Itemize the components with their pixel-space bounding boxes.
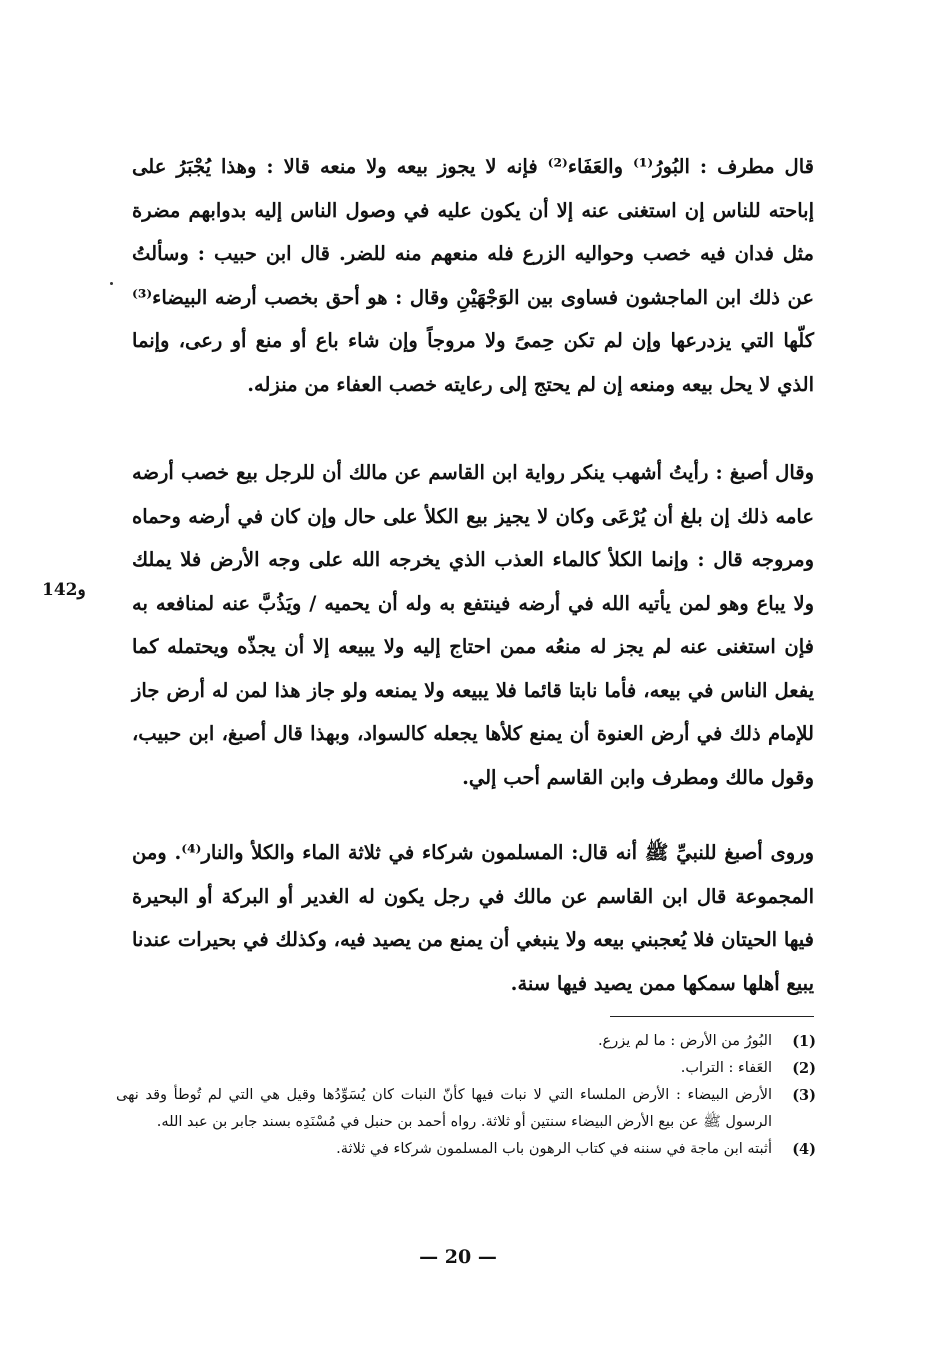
footnote-number: (1) <box>792 1033 816 1050</box>
footnotes <box>116 1028 816 1163</box>
footnote-text: البُورُ من الأرض : ما لم يزرع. <box>597 1033 772 1049</box>
footnote-3 <box>116 1082 816 1136</box>
footnote-number: (4) <box>792 1141 816 1158</box>
footnote-number: (2) <box>792 1060 816 1077</box>
paragraph-3: وروى أصبغ للنبيِّ ﷺ أنه قال: المسلمون شركاء في ثلاثة الماء والكلأ والنار⁽⁴⁾. ومن المجموعة قال ابن القاسم عن مالك في رجل يكون له الغدير أو البركة أو البحيرة فيها الحيتان فلا يُعجبني بيعه ولا ينبغي أن يمنع من يصيد فيه، وكذلك في بحيرات عندنا يبيع أهلها سمكها ممن يصيد فيها سنة. <box>132 841 814 995</box>
footnote-4 <box>116 1136 816 1163</box>
footnote-text: أثبته ابن ماجة في سننه في كتاب الرهون باب المسلمون شركاء في ثلاثة. <box>336 1141 772 1157</box>
footnote-text: الأرض البيضاء : الأرض الملساء التي لا نبات فيها كأنّ النبات كان يُسَوِّدُها وقيل هي التي لم تُوطأ وقد نهى الرسول ﷺ عن بيع الأرض البيضاء سنتين أو ثلاثة. رواه أحمد بن حنبل في مُسْنَدِه بسند جابر بن عبد الله. <box>116 1087 772 1130</box>
footnote-number: (3) <box>792 1087 816 1104</box>
folio-margin-note: 142و <box>42 580 86 600</box>
footnote-text: العَفاء : التراب. <box>680 1060 772 1076</box>
footnote-1 <box>116 1028 816 1055</box>
footnote-2 <box>116 1055 816 1082</box>
footnote-separator <box>610 1016 814 1017</box>
ink-speck <box>110 282 113 285</box>
paragraph-2: وقال أصبغ : رأيتُ أشهب ينكر رواية ابن القاسم عن مالك أن للرجل بيع خصب أرضه عامه ذلك إن بلغ أن يُرْعَى وكان لا يجيز بيع الكلأ على حال وإن كان في أرضه وحماه ومروجه قال : وإنما الكلأ كالماء العذب الذي يخرجه الله على وجه الأرض فلا يملك ولا يباع وهو لمن يأتيه الله في أرضه فينتفع به وله أن يحميه / ويَذُبَّ عنه لمنافعه به فإن استغنى عنه لم يجز له منعُه ممن احتاج إليه ولا يبيعه إلا أن يجذّه ويحتمله كما يفعل الناس في بيعه، فأما نابتا قائما فلا يبيعه ولا يمنعه ولو جاز هذا لمن له أرض جاز للإمام ذلك في أرض العنوة أن يمنع كلأها يجعله كالسواد، وبهذا قال أصبغ، ابن حبيب، وقول مالك ومطرف وابن القاسم أحب إلي. <box>132 461 814 789</box>
page-number: — 20 — <box>419 1246 497 1268</box>
paragraph-1: قال مطرف : البُورُ⁽¹⁾ والعَفَاء⁽²⁾ فإنه لا يجوز بيعه ولا منعه قالا : وهذا يُجْبَرُ على إباحته للناس إن استغنى عنه إلا أن يكون عليه في وصول الناس إليه بدوابهم مضرة مثل فدان فيه خصب وحواليه الزرع فله منعهم منه للضر. قال ابن حبيب : وسألتُ عن ذلك ابن الماجشون فساوى بين الوَجْهَيْنِ وقال : هو أحق بخصب أرضه البيضاء⁽³⁾ كلّها التي يزدرعها وإن لم تكن حِمىً ولا مروجاً وإن شاء باع أو منع أو رعى، وإنما الذي لا يحل بيعه ومنعه إن لم يحتج إلى رعايته خصب العفاء من منزله. <box>132 155 814 396</box>
